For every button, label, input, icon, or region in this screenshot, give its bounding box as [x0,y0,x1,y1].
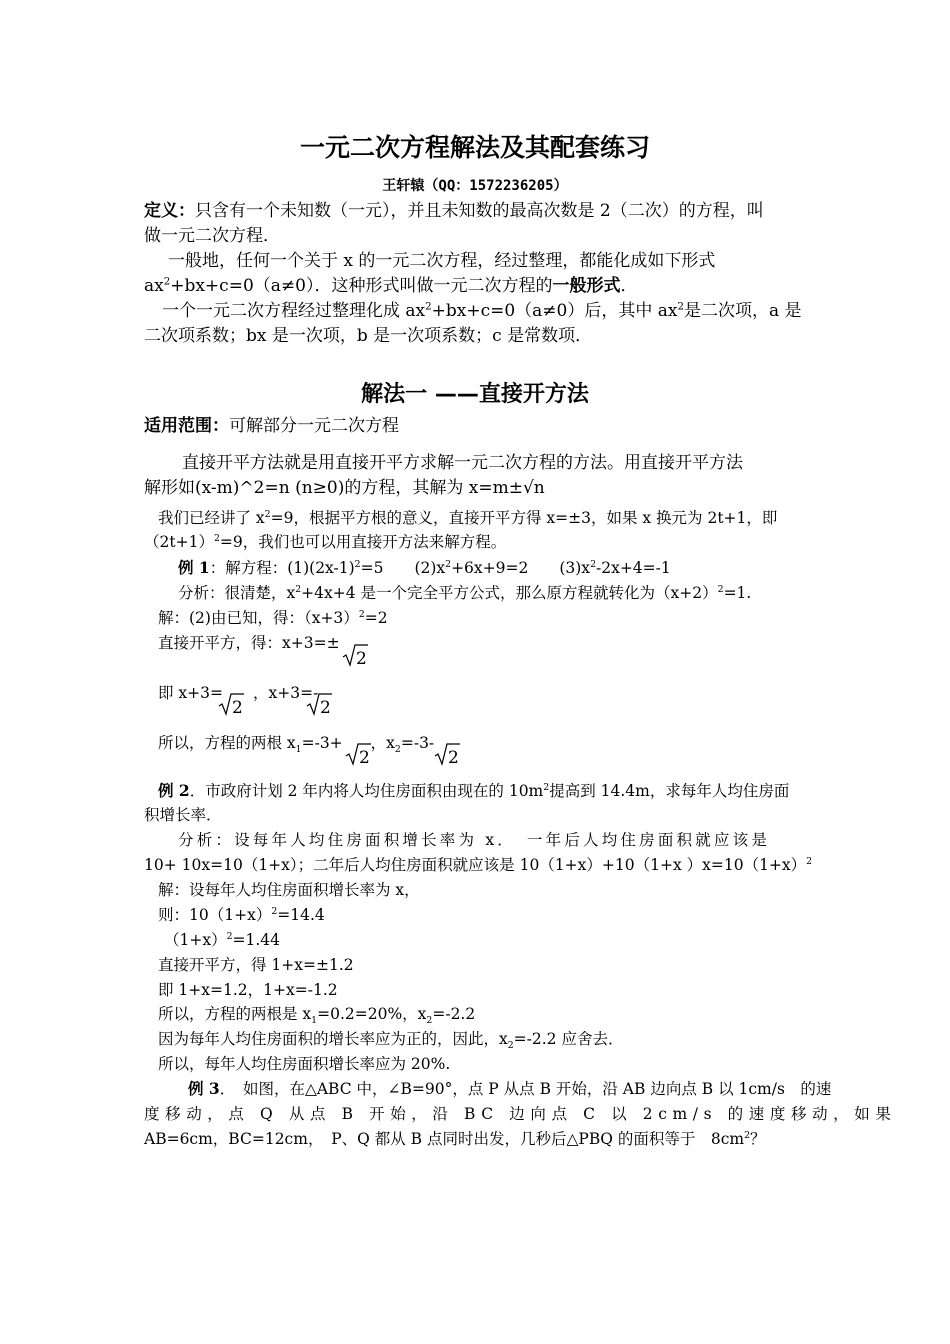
example1-solution-4: 所以，方程的两根 $x_1=-3+$ ，$x_2=-3-$ [158,734,435,756]
example2-label: 例 2 [158,781,190,800]
example2-solution-5: 即 1+x=1.2，1+x=-1.2 [158,981,338,999]
example1-line-1: 例 1：解方程：$(1)(2x-1)^2=5$ $(2)x^2+6x+9=2$ $(3)x^2-2x+4=-1$ [178,558,671,577]
example3-line-2: 度移动，点 Q 从点 B 开始，沿 BC 边向点 C 以 2cm/s 的速度移动，如果 [144,1105,897,1123]
definition-label: 定义： [144,201,195,221]
example3-line-3: AB=6cm，BC=12cm， P、Q 都从 B 点同时出发，几秒后△PBQ 的面积等于 $8cm^2$？ [144,1129,766,1148]
scope-label: 适用范围： [144,416,229,436]
example3-label: 例 3 [188,1079,220,1098]
example2-line-2: 积增长率． [144,806,222,824]
example1-label: 例 1 [178,558,210,577]
svg-text:2: 2 [232,698,243,716]
example1-solution-1: 解：(2)由已知，得：$(x+3)^2=2$ [158,608,388,627]
sqrt-2-radical [345,742,371,766]
example2-solution-2: 则：$10(1+x)^2=14.4$ [158,905,325,924]
paragraph-line-2: $(2t+1)^2=9$，我们也可以用直接开方法来解方程。 [144,532,507,551]
example2-solution-1: 解：设每年人均住房面积增长率为 x， [158,881,420,899]
example2-line-1: 例 2．市政府计划 2 年内将人均住房面积由现在的 $10m^2$提高到 14.4m，求每年人均住房面 [158,781,790,800]
definition-line-6: 二次项系数；bx 是一次项，b 是一次项系数；c 是常数项． [144,326,593,346]
intro-line-2: 解形如(x-m)^2=n (n≥0)的方程，其解为 x=m±√n [144,478,545,498]
example3-line-1: 例 3． 如图，在△ABC 中，∠B=90°，点 P 从点 B 开始，沿 AB 边向点 B 以 1cm/s 的速 [188,1079,832,1098]
example2-solution-6: 所以，方程的两根是 $x_1=0.2=20\%$，$x_2=-2.2$ [158,1005,476,1027]
definition-line-4: $ax^2+bx+c=0(a\ne 0)$．这种形式叫做一元二次方程的一般形式． [144,276,638,296]
scope-line: 适用范围：可解部分一元二次方程 [144,416,399,436]
section-heading: 解法一 ——直接开方法 [361,382,589,407]
definition-line-3: 一般地，任何一个关于 x 的一元二次方程，经过整理，都能化成如下形式 [168,251,716,271]
svg-text:2: 2 [359,748,370,766]
intro-line-1: 直接开平方法就是用直接开平方求解一元二次方程的方法。用直接开平方法 [182,453,743,473]
example1-analysis: 分析：很清楚，$x^2+4x+4$ 是一个完全平方公式，那么原方程就转化为$(x+2)^2=1$. [178,583,752,602]
author-line: 王轩辕（QQ：1572236205） [382,178,568,194]
example1-solution-3: 即 x+3= ，x+3=- [158,684,319,702]
example2-solution-8: 所以，每年人均住房面积增长率应为 20%. [158,1055,451,1073]
example2-analysis-1: 分析：设每年人均住房面积增长率为 x． 一年后人均住房面积就应该是 [178,831,771,849]
example2-solution-3: $(1+x)^2=1.44$ [164,930,281,949]
sqrt-2-radical [218,692,244,716]
definition-line-2: 做一元二次方程． [144,226,280,246]
example2-solution-4: 直接开平方，得 1+x=±1.2 [158,956,354,974]
example2-analysis-2: 10+ 10x=10（1+x）；二年后人均住房面积就应该是 10（1+x）+10（1+x ）$x=10(1+x)^2$ [144,855,813,874]
svg-text:2: 2 [356,649,367,667]
definition-line-5: 一个一元二次方程经过整理化成 $ax^2+bx+c=0(a\ne 0)$后，其中 $ax^2$是二次项，a 是 [162,301,802,321]
svg-text:2: 2 [320,698,331,716]
svg-text:2: 2 [448,748,459,766]
definition-line-1: 定义：只含有一个未知数（一元），并且未知数的最高次数是 2（二次）的方程，叫 [144,201,764,221]
sqrt-2-radical [306,692,332,716]
paragraph-line-1: 我们已经讲了 $x^2=9$，根据平方根的意义，直接开平方得 x=±3，如果 x 换元为 2t+1，即 [158,508,778,527]
example2-solution-7: 因为每年人均住房面积的增长率应为正的，因此，$x_2=-2.2$ 应舍去． [158,1030,624,1052]
general-form-term: 一般形式 [552,276,621,296]
sqrt-2-radical [434,742,460,766]
sqrt-2-radical [342,643,368,667]
example1-solution-2: 直接开平方，得：x+3=± [158,634,340,652]
page-title: 一元二次方程解法及其配套练习 [299,133,650,162]
